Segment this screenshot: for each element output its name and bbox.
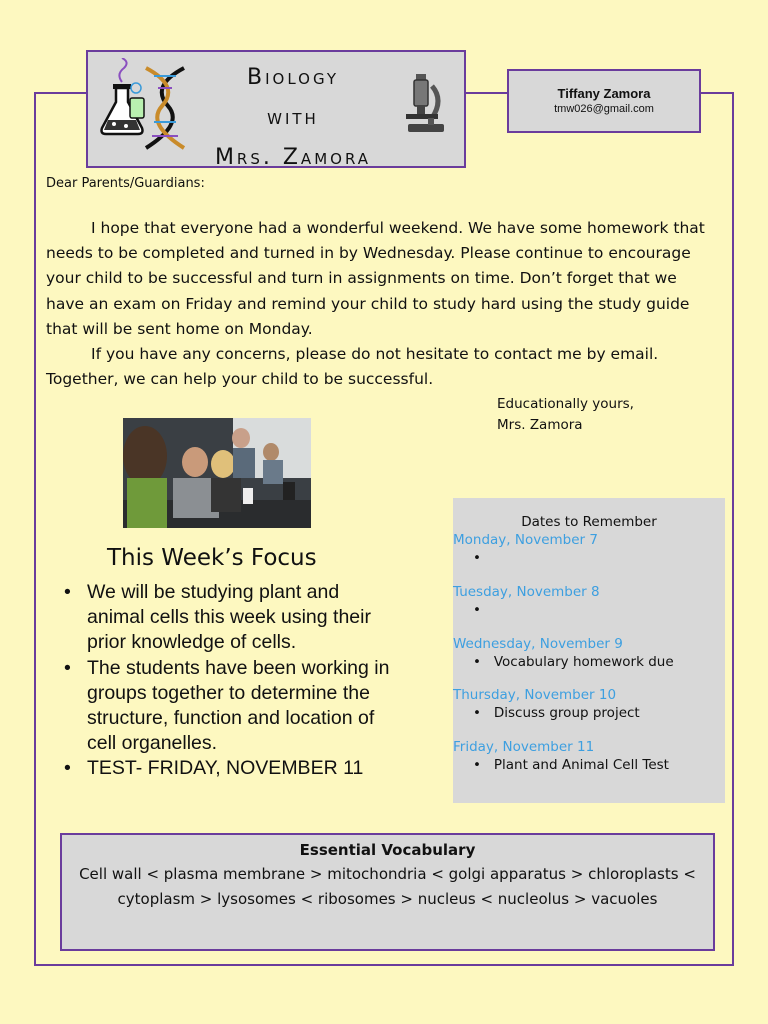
vocabulary-box [60, 833, 715, 951]
date-label: Wednesday, November 9 [453, 636, 623, 652]
date-label: Tuesday, November 8 [453, 584, 600, 600]
letter-paragraph-2: If you have any concerns, please do not hesitate to contact me by email. Together, we can help your child to be successful. [46, 345, 659, 389]
teacher-email[interactable]: tmw026@gmail.com [554, 103, 654, 115]
letter-paragraph-1: I hope that everyone had a wonderful weekend. We have some homework that needs to be completed and turned in by Wednesday. Please continue to encourage your child to be successful and turn in assignments on time. Don’t forget that we have an exam on Friday and remind your child to study hard using the study guide that will be sent home on Monday. [46, 219, 705, 338]
focus-item: • We will be studying plant and animal cells this week using their prior knowledge of cells. [62, 580, 402, 656]
dates-panel [453, 498, 725, 803]
closing-line-1: Educationally yours, [497, 396, 634, 412]
date-item: • Vocabulary homework due [473, 654, 674, 670]
date-entry-tuesday [453, 583, 725, 619]
title-line-1: Biology [247, 65, 339, 90]
letter-body [46, 216, 716, 392]
contact-card [507, 69, 701, 133]
date-label: Thursday, November 10 [453, 687, 617, 703]
date-entry-friday [453, 738, 725, 774]
date-entry-thursday [453, 686, 725, 722]
date-entry-wednesday [453, 635, 725, 671]
classroom-photo [123, 418, 311, 528]
teacher-name: Tiffany Zamora [557, 86, 651, 101]
newsletter-title [178, 58, 408, 178]
date-entry-monday [453, 531, 725, 567]
date-label: Monday, November 7 [453, 532, 598, 548]
title-line-2: with [267, 105, 319, 130]
focus-item: • TEST- FRIDAY, NOVEMBER 11 [62, 756, 402, 781]
title-banner [86, 50, 466, 168]
focus-list [62, 580, 402, 782]
closing-line-2: Mrs. Zamora [497, 417, 583, 433]
focus-title: This Week’s Focus [107, 545, 317, 571]
date-item: • [473, 550, 494, 566]
date-item: • [473, 602, 494, 618]
dates-title: Dates to Remember [521, 514, 657, 530]
vocabulary-text: Cell wall < plasma membrane > mitochondria < golgi apparatus > chloroplasts < cytoplasm > lysosomes < ribosomes > nucleus < nucleolus > vacuoles [79, 865, 696, 908]
microscope-icon [398, 72, 448, 134]
focus-item: • The students have been working in groups together to determine the structure, function and location of cell organelles. [62, 656, 402, 757]
date-item: • Discuss group project [473, 705, 640, 721]
date-label: Friday, November 11 [453, 739, 595, 755]
vocabulary-title: Essential Vocabulary [299, 841, 476, 859]
date-item: • Plant and Animal Cell Test [473, 757, 669, 773]
letter-closing [497, 394, 634, 436]
title-line-3: Mrs. Zamora [214, 145, 372, 170]
letter-greeting: Dear Parents/Guardians: [46, 176, 205, 191]
